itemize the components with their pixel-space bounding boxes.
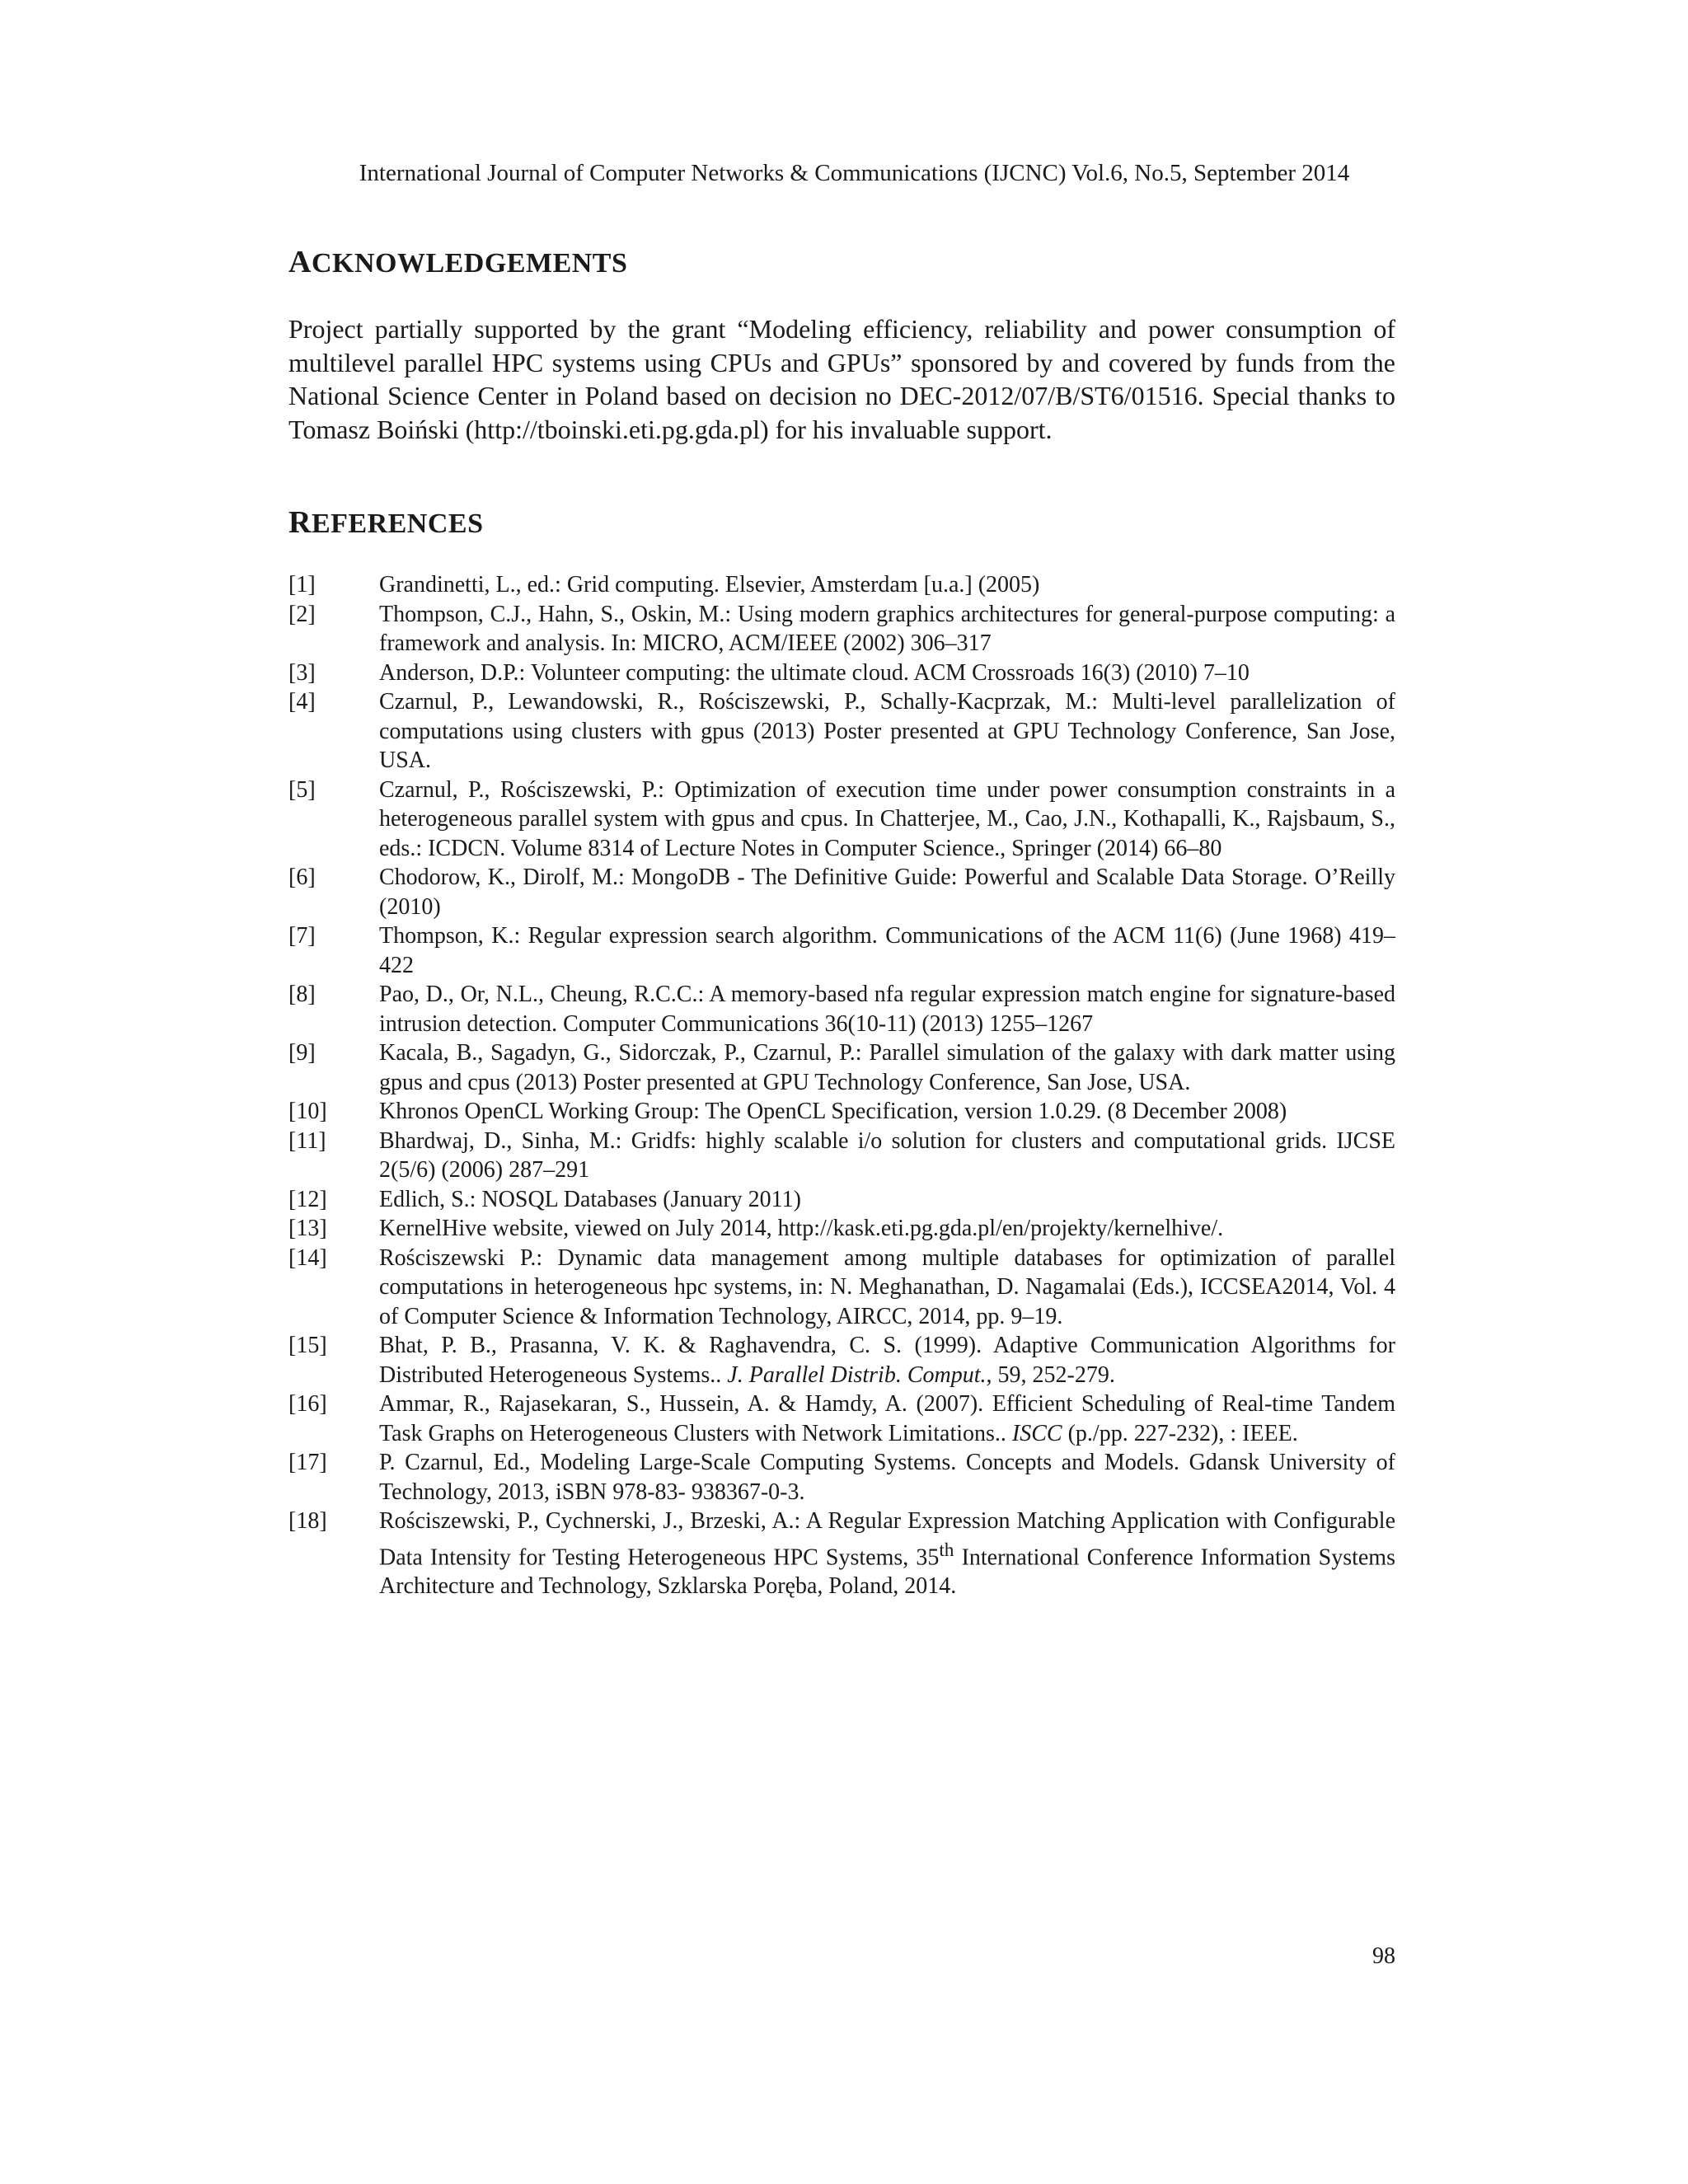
reference-item [288, 1390, 1395, 1448]
reference-text: KernelHive website, viewed on July 2014, http://kask.eti.pg.gda.pl/en/projekty/kernelhive/. [379, 1216, 1224, 1241]
reference-text: Thompson, K.: Regular expression search algorithm. Communications of the ACM 11(6) (June 1968) 419–422 [379, 923, 1395, 978]
reference-number: [4] [288, 689, 316, 715]
reference-item [288, 776, 1395, 864]
reference-text-part: Ammar, R., Rajasekaran, S., Hussein, A. & Hamdy, A. (2007). Efficient Scheduling of Real-time Tandem Task Graphs on Heterogeneous Clusters with Network Limitations.. [379, 1391, 1395, 1446]
reference-text: Pao, D., Or, N.L., Cheung, R.C.C.: A memory-based nfa regular expression match engine for signature-based intrusion detection. Computer Communications 36(10-11) (2013) 1255–1267 [379, 982, 1395, 1037]
reference-item [288, 1214, 1395, 1244]
reference-number: [8] [288, 982, 316, 1007]
reference-text: Edlich, S.: NOSQL Databases (January 2011) [379, 1186, 801, 1212]
reference-text: P. Czarnul, Ed., Modeling Large-Scale Computing Systems. Concepts and Models. Gdansk University of Technology, 2013, iSBN 978-83- 938367-0-3. [379, 1450, 1395, 1505]
reference-item [288, 658, 1395, 688]
reference-number: [3] [288, 659, 316, 686]
journal-title: ISCC [1011, 1420, 1062, 1446]
heading-rest: EFERENCES [311, 509, 484, 539]
reference-text [379, 1390, 1395, 1448]
superscript: th [939, 1539, 954, 1561]
reference-number: [13] [288, 1216, 327, 1241]
journal-title: J. Parallel Distrib. Comput. [727, 1361, 987, 1388]
reference-number: [2] [288, 601, 316, 627]
reference-item [288, 1038, 1395, 1097]
reference-item [288, 570, 1395, 600]
reference-text: Chodorow, K., Dirolf, M.: MongoDB - The Definitive Guide: Powerful and Scalable Data Storage. O’Reilly (2010) [379, 865, 1395, 920]
reference-item [288, 1448, 1395, 1507]
reference-text-part: , 59, 252-279. [986, 1361, 1115, 1388]
reference-text [379, 1331, 1395, 1390]
reference-number: [15] [288, 1333, 327, 1358]
reference-item [288, 980, 1395, 1038]
reference-item [288, 687, 1395, 776]
reference-item [288, 863, 1395, 921]
reference-text: Kacala, B., Sagadyn, G., Sidorczak, P., Czarnul, P.: Parallel simulation of the galaxy with dark matter using gpus and cpus (2013) Poster presented at GPU Technology Conference, San Jose, USA. [379, 1040, 1395, 1095]
reference-text-part: (p./pp. 227-232), : IEEE. [1062, 1420, 1298, 1446]
acknowledgements-heading [288, 244, 1395, 280]
reference-number: [16] [288, 1391, 327, 1417]
reference-text [379, 1507, 1395, 1601]
acknowledgements-paragraph: Project partially supported by the grant “Modeling efficiency, reliability and power consumption of multilevel parallel HPC systems using CPUs and GPUs” sponsored by and covered by funds from the National Science Center in Poland based on decision no DEC-2012/07/B/ST6/01516. Special thanks to Tomasz Boiński (http://tboinski.eti.pg.gda.pl) for his invaluable support. [288, 314, 1395, 444]
reference-item [288, 600, 1395, 658]
reference-number: [5] [288, 776, 316, 803]
reference-item [288, 1097, 1395, 1127]
reference-number: [1] [288, 572, 316, 598]
heading-rest: CKNOWLEDGEMENTS [311, 248, 628, 279]
reference-item [288, 1507, 1395, 1601]
reference-number: [12] [288, 1186, 327, 1212]
heading-initial: A [288, 245, 312, 279]
reference-text-part: Bhat, P. B., Prasanna, V. K. & Raghavendra, C. S. (1999). Adaptive Communication Algorithms for Distributed Heterogeneous Systems.. [379, 1333, 1395, 1388]
reference-item [288, 1331, 1395, 1390]
reference-list [288, 570, 1395, 1601]
reference-text: Grandinetti, L., ed.: Grid computing. Elsevier, Amsterdam [u.a.] (2005) [379, 572, 1040, 598]
reference-text: Thompson, C.J., Hahn, S., Oskin, M.: Using modern graphics architectures for general-purpose computing: a framework and analysis. In: MICRO, ACM/IEEE (2002) 306–317 [379, 601, 1395, 656]
reference-text-part: Rościszewski, P., Cychnerski, J., Brzeski, A.: A Regular Expression Matching Application with Configurable Data Intensity for Testing Heterogeneous HPC Systems, 35 [379, 1508, 1395, 1570]
reference-number: [10] [288, 1099, 327, 1124]
reference-number: [6] [288, 865, 316, 890]
running-header: International Journal of Computer Networks & Communications (IJCNC) Vol.6, No.5, September 2014 [359, 160, 1350, 186]
reference-text: Czarnul, P., Rościszewski, P.: Optimization of execution time under power consumption constraints in a heterogeneous parallel system with gpus and cpus. In Chatterjee, M., Cao, J.N., Kothapalli, K., Rajsbaum, S., eds.: ICDCN. Volume 8314 of Lecture Notes in Computer Science., Springer (2014) 66–80 [379, 776, 1395, 861]
reference-number: [14] [288, 1244, 327, 1271]
page-content [288, 157, 1395, 1601]
reference-number: [7] [288, 923, 316, 949]
reference-item [288, 1127, 1395, 1185]
reference-text: Khronos OpenCL Working Group: The OpenCL Specification, version 1.0.29. (8 December 2008) [379, 1099, 1287, 1124]
references-heading [288, 504, 1395, 541]
reference-text: Bhardwaj, D., Sinha, M.: Gridfs: highly scalable i/o solution for clusters and computational grids. IJCSE 2(5/6) (2006) 287–291 [379, 1127, 1395, 1183]
reference-number: [9] [288, 1040, 316, 1066]
reference-item [288, 1185, 1395, 1215]
reference-text: Rościszewski P.: Dynamic data management among multiple databases for optimization of parallel computations in heterogeneous hpc systems, in: N. Meghanathan, D. Nagamalai (Eds.), ICCSEA2014, Vol. 4 of Computer Science & Information Technology, AIRCC, 2014, pp. 9–19. [379, 1244, 1395, 1329]
reference-text: Anderson, D.P.: Volunteer computing: the ultimate cloud. ACM Crossroads 16(3) (2010) 7–10 [379, 659, 1250, 686]
reference-number: [18] [288, 1508, 327, 1534]
page-number: 98 [1372, 1943, 1395, 1969]
reference-number: [11] [288, 1127, 326, 1154]
reference-number: [17] [288, 1450, 327, 1475]
reference-item [288, 1244, 1395, 1332]
reference-item [288, 921, 1395, 980]
reference-text: Czarnul, P., Lewandowski, R., Rościszewski, P., Schally-Kacprzak, M.: Multi-level parallelization of computations using clusters with gpus (2013) Poster presented at GPU Technology Conference, San Jose, USA. [379, 689, 1395, 773]
heading-initial: R [288, 505, 312, 540]
reference-text-part: International Conference Information Systems Architecture and Technology, Szklarska Poręba, Poland, 2014. [379, 1544, 1395, 1600]
